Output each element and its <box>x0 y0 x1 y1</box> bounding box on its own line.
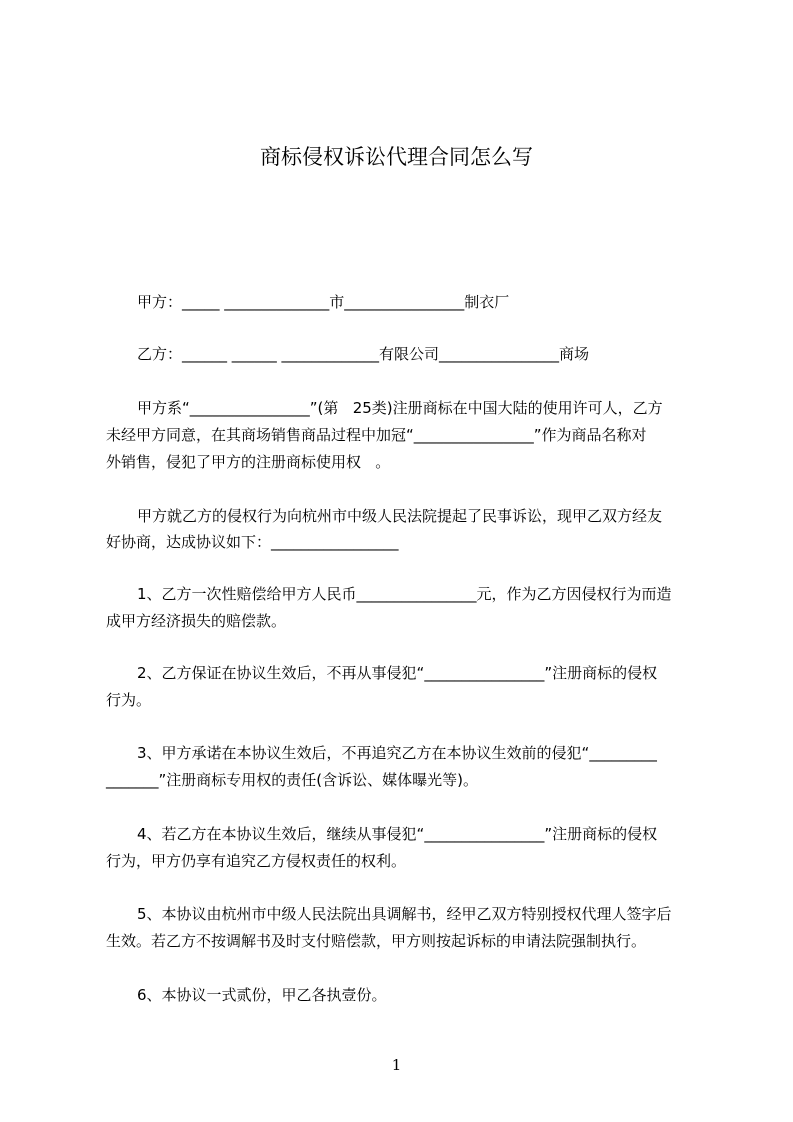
clause-5-line-1: 5、本协议由杭州市中级人民法院出具调解书，经甲乙双方特别授权代理人签字后 <box>137 905 672 923</box>
page-number: 1 <box>391 1056 402 1074</box>
clause-2-line-2: 行为。 <box>106 691 152 709</box>
document-title: 商标侵权诉讼代理合同怎么写 <box>260 145 533 169</box>
intro-line-3: 外销售，侵犯了甲方的注册商标使用权 。 <box>106 453 391 471</box>
clause-6-line-1: 6、本协议一式贰份，甲乙各执壹份。 <box>137 986 387 1004</box>
clause-5-line-2: 生效。若乙方不按调解书及时支付赔偿款，甲方则按起诉标的申请法院强制执行。 <box>106 932 647 950</box>
negotiation-line-2: 好协商，达成协议如下：_________________ <box>106 533 399 551</box>
clause-1-line-2: 成甲方经济损失的赔偿款。 <box>106 612 287 630</box>
party-a-line: 甲方：_____ ______________市________________制衣厂 <box>137 293 510 311</box>
clause-1-line-1: 1、乙方一次性赔偿给甲方人民币________________元，作为乙方因侵权行为而造 <box>137 585 672 603</box>
intro-line-1: 甲方系“________________”(第 25类)注册商标在中国大陆的使用许可人，乙方 <box>137 399 663 417</box>
clause-3-line-1: 3、甲方承诺在本协议生效后，不再追究乙方在本协议生效前的侵犯“_________ <box>137 744 657 762</box>
clause-4-line-1: 4、若乙方在本协议生效后，继续从事侵犯“________________”注册商标的侵权 <box>137 825 658 843</box>
clause-2-line-1: 2、乙方保证在协议生效后，不再从事侵犯“________________”注册商标的侵权 <box>137 664 658 682</box>
clause-3-line-2: _______”注册商标专用权的责任(含诉讼、媒体曝光等)。 <box>106 771 478 789</box>
party-b-line: 乙方：______ ______ _____________有限公司________________商场 <box>137 345 590 363</box>
negotiation-line-1: 甲方就乙方的侵权行为向杭州市中级人民法院提起了民事诉讼，现甲乙双方经友 <box>137 507 663 525</box>
clause-4-line-2: 行为，甲方仍享有追究乙方侵权责任的权利。 <box>106 852 407 870</box>
intro-line-2: 未经甲方同意，在其商场销售商品过程中加冠“________________”作为商品名称对 <box>106 426 647 444</box>
